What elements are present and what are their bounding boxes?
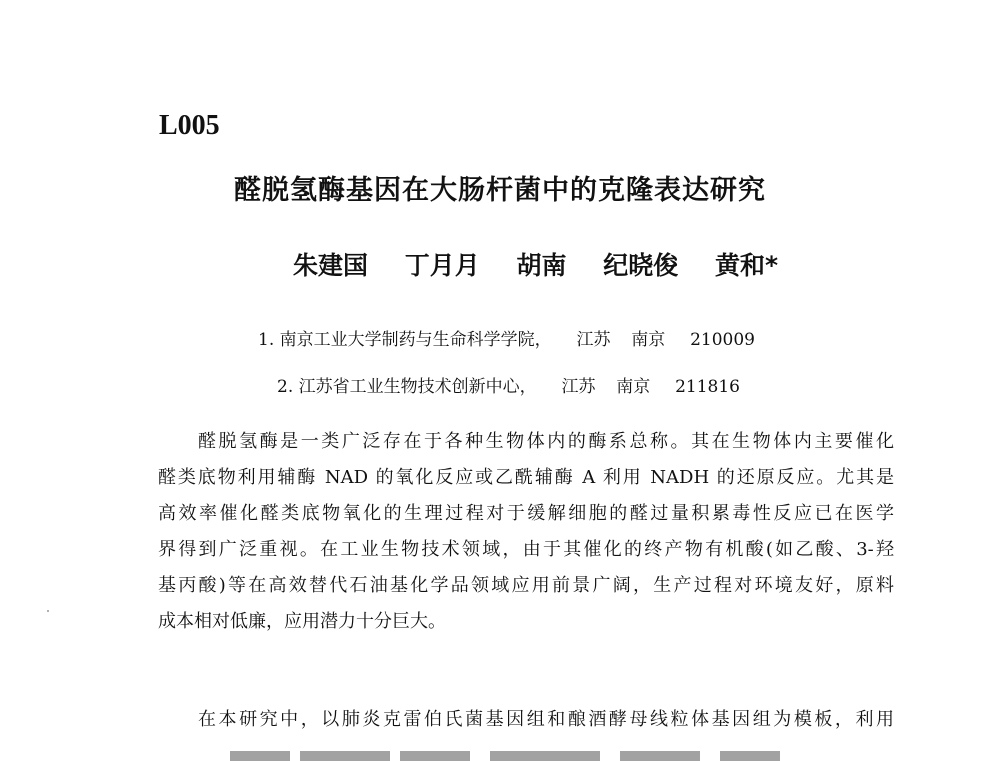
affiliation-province: 江苏 [561, 377, 596, 397]
paragraph-line: 高效率催化醛类底物氧化的生理过程对于缓解细胞的醛过量积累毒性反应已在医学 [158, 503, 894, 524]
scan-speck [47, 610, 49, 612]
abstract-paragraph-1 [158, 424, 894, 640]
author-name: 黄和* [714, 251, 779, 280]
affiliation-province: 江苏 [576, 330, 611, 350]
affiliation-number: 1. [258, 330, 275, 350]
paragraph-line: 醛脱氢酶是一类广泛存在于各种生物体内的酶系总称。其在生物体内主要催化 [198, 431, 894, 452]
author-name: 纪晓俊 [603, 251, 679, 280]
affiliation-zip: 210009 [690, 330, 755, 350]
paragraph-line: 界得到广泛重视。在工业生物技术领域，由于其催化的终产物有机酸(如乙酸、3-羟 [158, 539, 894, 560]
affiliation-org: 江苏省工业生物技术创新中心， [298, 377, 537, 397]
affiliation-org: 南京工业大学制药与生命科学学院， [279, 330, 552, 350]
affiliation-number: 2. [277, 377, 294, 397]
abstract-paragraph-2 [158, 702, 894, 738]
author-list [293, 246, 778, 282]
affiliation-zip: 211816 [675, 377, 740, 397]
paragraph-line: 基丙酸)等在高效替代石油基化学品领域应用前景广阔，生产过程对环境友好，原料 [158, 575, 894, 596]
abstract-code: L005 [159, 110, 220, 141]
affiliation-1 [258, 325, 755, 350]
author-name: 丁月月 [404, 251, 480, 280]
affiliation-2 [277, 372, 740, 397]
paragraph-line: 在本研究中，以肺炎克雷伯氏菌基因组和酿酒酵母线粒体基因组为模板，利用 [198, 709, 894, 730]
paragraph-line: 成本相对低廉，应用潜力十分巨大。 [158, 611, 446, 632]
affiliation-city: 南京 [631, 330, 666, 350]
author-name: 朱建国 [293, 251, 369, 280]
author-name: 胡南 [516, 251, 567, 280]
paragraph-line: 醛类底物利用辅酶 NAD 的氧化反应或乙酰辅酶 A 利用 NADH 的还原反应。尤其是 [158, 467, 894, 488]
paper-title: 醛脱氢酶基因在大肠杆菌中的克隆表达研究 [234, 175, 766, 206]
affiliation-city: 南京 [616, 377, 651, 397]
cropped-text-line [200, 751, 840, 761]
